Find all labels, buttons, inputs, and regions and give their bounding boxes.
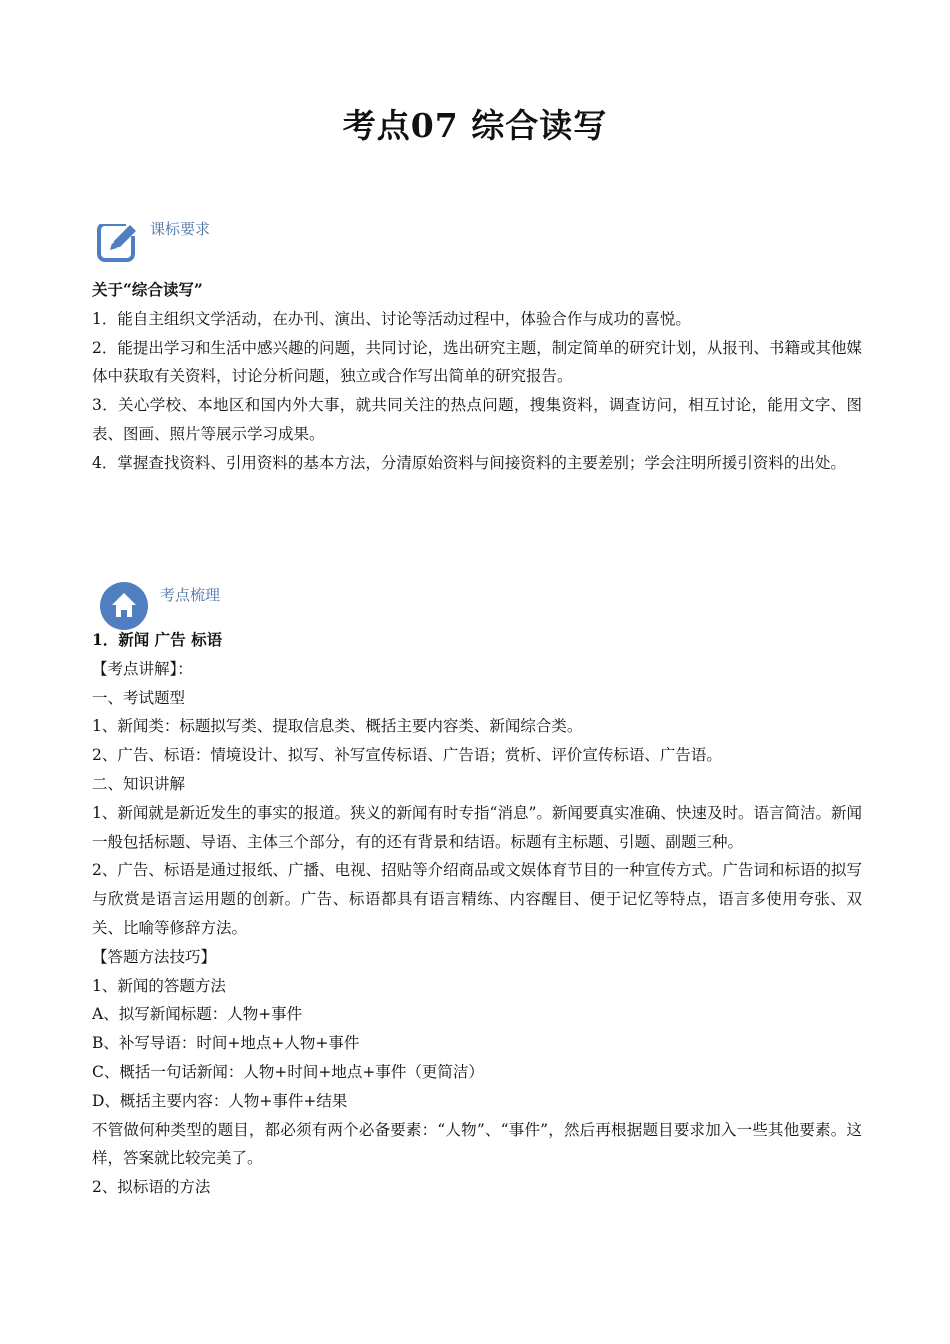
points-block — [92, 626, 862, 1202]
text-line: 1、新闻的答题方法 — [92, 976, 226, 995]
text-line: 【答题方法技巧】 — [92, 947, 217, 966]
requirement-item: 2．能提出学习和生活中感兴趣的问题，共同讨论，选出研究主题，制定简单的研究计划，从报刊、书籍或其他媒体中获取有关资料，讨论分析问题，独立或合作写出简单的研究报告。 — [92, 338, 862, 386]
requirement-item: 1．能自主组织文学活动，在办刊、演出、讨论等活动过程中，体验合作与成功的喜悦。 — [92, 309, 691, 328]
edit-icon — [96, 216, 140, 268]
requirement-item: 3．关心学校、本地区和国内外大事，就共同关注的热点问题，搜集资料，调查访问，相互讨论，能用文字、图表、图画、照片等展示学习成果。 — [92, 396, 862, 443]
section-label: 考点梳理 — [160, 586, 221, 604]
points-heading: 1．新闻 广告 标语 — [92, 630, 223, 649]
section-header-requirements — [92, 212, 292, 272]
text-line: A、拟写新闻标题：人物+事件 — [92, 1005, 303, 1024]
text-paragraph: 2、广告、标语是通过报纸、广播、电视、招贴等介绍商品或文娱体育节目的一种宣传方式。广告词和标语的拟写与欣赏是语言运用题的创新。广告、标语都具有语言精练、内容醒目、便于记忆等特点，语言多使用夸张、双关、比喻等修辞方法。 — [92, 861, 862, 937]
text-line: 二、知识讲解 — [92, 774, 186, 793]
text-line: 2、拟标语的方法 — [92, 1178, 211, 1197]
requirements-block — [92, 276, 862, 478]
requirement-item: 4．掌握查找资料、引用资料的基本方法，分清原始资料与间接资料的主要差别；学会注明所援引资料的出处。 — [92, 453, 846, 472]
text-paragraph: 不管做何种类型的题目，都必须有两个必备要素：“人物”、“事件”，然后再根据题目要求加入一些其他要素。这样，答案就比较完美了。 — [92, 1120, 862, 1168]
text-line: D、概括主要内容：人物+事件+结果 — [92, 1091, 348, 1110]
text-line: C、概括一句话新闻：人物+时间+地点+事件（更简洁） — [92, 1062, 484, 1081]
text-line: 2、广告、标语：情境设计、拟写、补写宣传标语、广告语；赏析、评价宣传标语、广告语。 — [92, 746, 722, 765]
page-title: 考点07 综合读写 — [342, 106, 608, 145]
requirements-heading: 关于“综合读写” — [92, 280, 203, 299]
text-line: 一、考试题型 — [92, 688, 186, 707]
section-label: 课标要求 — [150, 220, 211, 238]
text-paragraph: 1、新闻就是新近发生的事实的报道。狭义的新闻有时专指“消息”。新闻要真实准确、快速及时。语言简洁。新闻一般包括标题、导语、主体三个部分，有的还有背景和结语。标题有主标题、引题、副题三种。 — [92, 803, 862, 851]
text-line: B、补写导语：时间+地点+人物+事件 — [92, 1034, 360, 1053]
text-line: 1、新闻类：标题拟写类、提取信息类、概括主要内容类、新闻综合类。 — [92, 717, 583, 736]
text-line: 【考点讲解】： — [92, 659, 193, 678]
